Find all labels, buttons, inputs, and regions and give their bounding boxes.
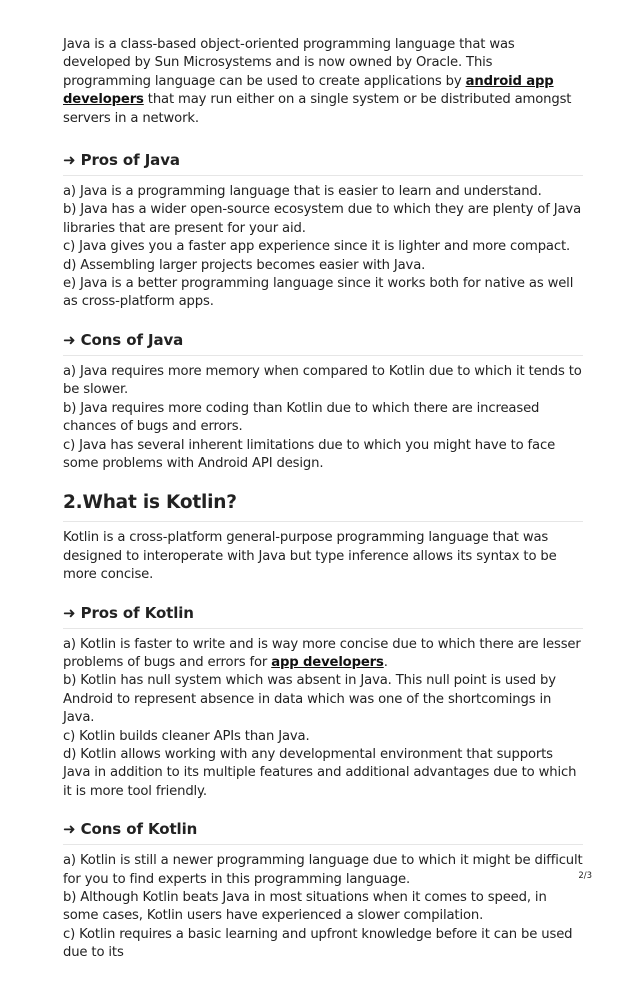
app-developers-link[interactable]: app developers: [271, 654, 384, 670]
kotlin-pro-a-end: .: [383, 654, 388, 670]
list-item: a) Java is a programming language that is easier to learn and understand.: [63, 184, 542, 200]
pros-of-java-section: [63, 150, 583, 312]
cons-of-java-section: [63, 330, 583, 473]
list-item: b) Java requires more coding than Kotlin due to which there are increased chances of bugs and errors.: [63, 400, 540, 435]
intro-text-after: that may run either on a single system or be distributed amongst servers in a network.: [63, 92, 572, 126]
list-item: c) Kotlin builds cleaner APIs than Java.: [63, 728, 310, 744]
kotlin-pro-a-text: a) Kotlin is faster to write and is way more concise due to which there are lesser problems of bugs and errors for: [63, 636, 581, 670]
list-item: e) Java is a better programming language since it works both for native as well as cross-platform apps.: [63, 276, 574, 310]
kotlin-description: Kotlin is a cross-platform general-purpose programming language that was designed to interoperate with Java but type inference allows its syntax to be more concise.: [63, 530, 557, 583]
list-item: d) Kotlin allows working with any developmental environment that supports Java in addition to its multiple features and additional advantages due to which it is more tool friendly.: [63, 746, 577, 799]
list-item: a) Kotlin is still a newer programming language due to which it might be difficult for you to find experts in this programming language.: [63, 853, 583, 887]
list-item: c) Java has several inherent limitations due to which you might have to face some problems with Android API design.: [63, 437, 556, 471]
list-item: b) Kotlin has null system which was absent in Java. This null point is used by Android to represent absence in data which was one of the shortcomings in Java.: [63, 673, 556, 726]
cons-of-kotlin-section: [63, 819, 583, 962]
list-item: b) Java has a wider open-source ecosystem due to which they are plenty of Java libraries that are present for your aid.: [63, 202, 581, 236]
cons-of-java-heading: ➜ Cons of Java: [63, 330, 583, 356]
list-item: [63, 636, 583, 673]
cons-of-kotlin-heading: ➜ Cons of Kotlin: [63, 819, 583, 845]
page-number: 2/3: [578, 871, 592, 881]
pros-of-kotlin-section: [63, 603, 583, 802]
pros-of-kotlin-heading: ➜ Pros of Kotlin: [63, 603, 583, 629]
intro-text-before: Java is a class-based object-oriented programming language that was developed by Sun Microsystems and is now owned by Oracle. This programming language can be used to create applications by: [63, 37, 515, 89]
list-item: c) Java gives you a faster app experience since it is lighter and more compact.: [63, 239, 571, 255]
what-is-kotlin-heading: 2.What is Kotlin?: [63, 491, 583, 522]
list-item: a) Java requires more memory when compared to Kotlin due to which it tends to be slower.: [63, 363, 582, 398]
what-is-kotlin-section: [63, 491, 583, 584]
android-app-developers-link[interactable]: android app developers: [63, 73, 554, 108]
list-item: d) Assembling larger projects becomes easier with Java.: [63, 257, 426, 273]
list-item: c) Kotlin requires a basic learning and upfront knowledge before it can be used due to its: [63, 926, 573, 961]
pros-of-java-heading: ➜ Pros of Java: [63, 150, 583, 176]
intro-paragraph: [63, 36, 583, 128]
list-item: b) Although Kotlin beats Java in most situations when it comes to speed, in some cases, Kotlin users have experienced a slower compilation.: [63, 890, 547, 924]
document-page: [63, 36, 583, 981]
